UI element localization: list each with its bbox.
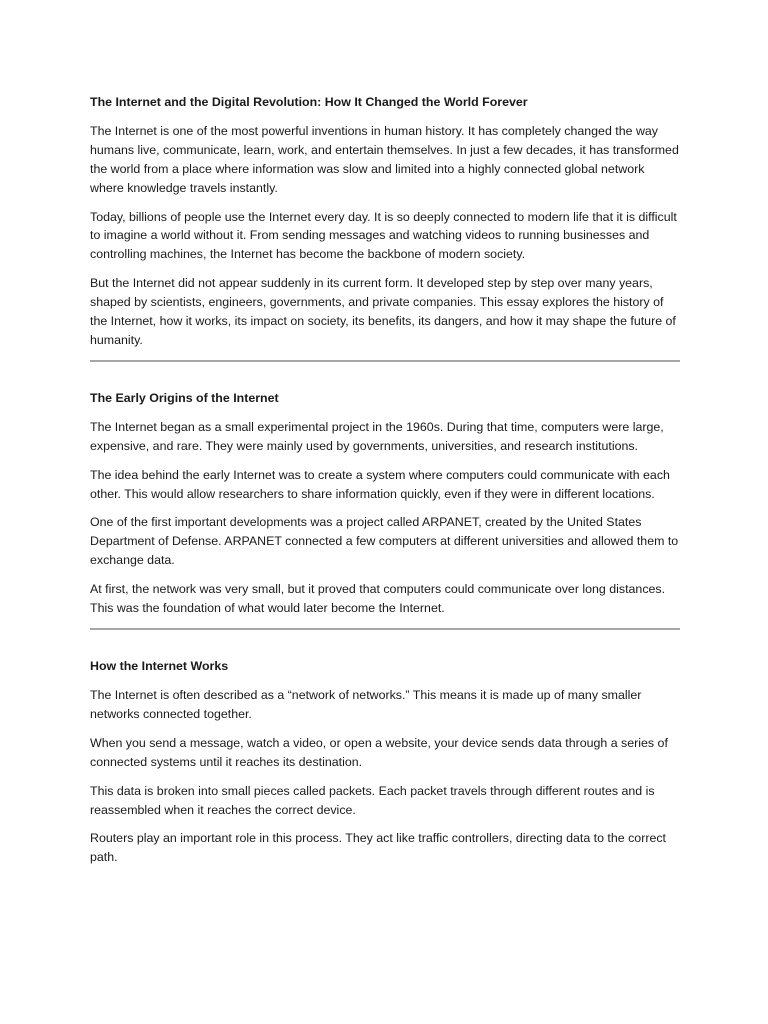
section-divider xyxy=(90,360,680,362)
section-intro xyxy=(90,93,680,349)
section-heading: The Internet and the Digital Revolution: How It Changed the World Forever xyxy=(90,95,528,109)
paragraph: But the Internet did not appear suddenly in its current form. It developed step by step over many years, shaped by scientists, engineers, governments, and private companies. This essay explores the history of the Internet, how it works, its impact on society, its benefits, its dangers, and how it may shape the future of humanity. xyxy=(90,276,676,347)
section-early-origins xyxy=(90,389,680,618)
paragraph: At first, the network was very small, but it proved that computers could communicate over long distances. This was the foundation of what would later become the Internet. xyxy=(90,582,666,615)
paragraph: The Internet is one of the most powerful inventions in human history. It has completely changed the way humans live, communicate, learn, work, and entertain themselves. In just a few decades, it has transformed the world from a place where information was slow and limited into a highly connected global network where knowledge travels instantly. xyxy=(90,124,679,195)
document-page xyxy=(90,93,680,867)
paragraph: The Internet began as a small experimental project in the 1960s. During that time, computers were large, expensive, and rare. They were mainly used by governments, universities, and research institutions. xyxy=(90,419,664,453)
paragraph: Routers play an important role in this process. They act like traffic controllers, directing data to the correct path. xyxy=(90,831,666,865)
paragraph: The idea behind the early Internet was to create a system where computers could communicate with each other. This would allow researchers to share information quickly, even if they were in different locations. xyxy=(90,467,670,501)
paragraph: When you send a message, watch a video, or open a website, your device sends data through a series of connected systems until it reaches its destination. xyxy=(90,735,668,769)
section-heading: How the Internet Works xyxy=(90,658,229,673)
section-heading: The Early Origins of the Internet xyxy=(90,390,279,405)
section-how-it-works xyxy=(90,657,680,867)
paragraph: One of the first important developments was a project called ARPANET, created by the United States Department of Defense. ARPANET connected a few computers at different universities and allowed them to exchange data. xyxy=(90,515,679,568)
paragraph: The Internet is often described as a “network of networks.” This means it is made up of many smaller networks connected together. xyxy=(90,688,642,721)
paragraph: This data is broken into small pieces called packets. Each packet travels through different routes and is reassembled when it reaches the correct device. xyxy=(90,783,655,817)
section-divider xyxy=(90,628,680,630)
paragraph: Today, billions of people use the Internet every day. It is so deeply connected to modern life that it is difficult to imagine a world without it. From sending messages and watching videos to running businesses and controlling machines, the Internet has become the backbone of modern society. xyxy=(90,209,677,262)
